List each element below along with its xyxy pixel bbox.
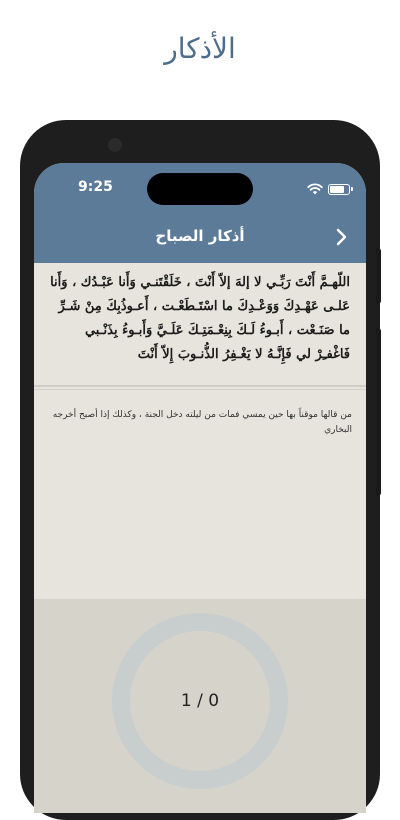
phone-side-button — [376, 328, 381, 496]
app-bar — [34, 163, 366, 263]
status-time: 9:25 — [78, 179, 113, 195]
chevron-right-icon — [335, 228, 349, 246]
dhikr-card[interactable] — [34, 263, 366, 387]
note-text: من قالها موقناً بها حين يمسي فمات من ليلته دخل الجنة ، وكذلك إذا أصبح أخرجه البخاري — [52, 410, 352, 435]
camera-icon — [108, 138, 122, 152]
dynamic-island — [147, 173, 253, 205]
page-heading: الأذكار — [164, 32, 236, 65]
note-card — [34, 389, 366, 600]
battery-icon — [328, 184, 350, 195]
wifi-icon — [307, 180, 323, 199]
back-button[interactable] — [330, 225, 354, 249]
phone-screen — [34, 163, 366, 813]
screen-title: أذكار الصباح — [155, 227, 245, 245]
dhikr-text: اللّهـمَّ أَنْتَ رَبِّـي لا إلهَ إلاّ أَنْتَ ، خَلَقْتَنـي وَأَنا عَبْـدُك ، وَأَنا عَلـى عَهْـدِكَ وَوَعْـدِكَ ما اسْتَـطَعْـت ، أَعـوذُبِكَ مِنْ شَـرِّ ما صَنَـعْت ، أَبـوءُ لَـكَ بِنِعْـمَتِـكَ عَلَـيَّ وَأَبـوءُ بِذَنْـبي فَاغْفـِرْ لي فَإِنَّـهُ لا يَغْـفِرُ الذُّنـوبَ إِلاّ أَنْتَ — [50, 275, 350, 362]
counter-area[interactable] — [34, 599, 366, 813]
status-icons — [307, 180, 350, 199]
phone-side-button-top — [376, 248, 381, 304]
counter-label: 1 / 0 — [180, 691, 220, 711]
